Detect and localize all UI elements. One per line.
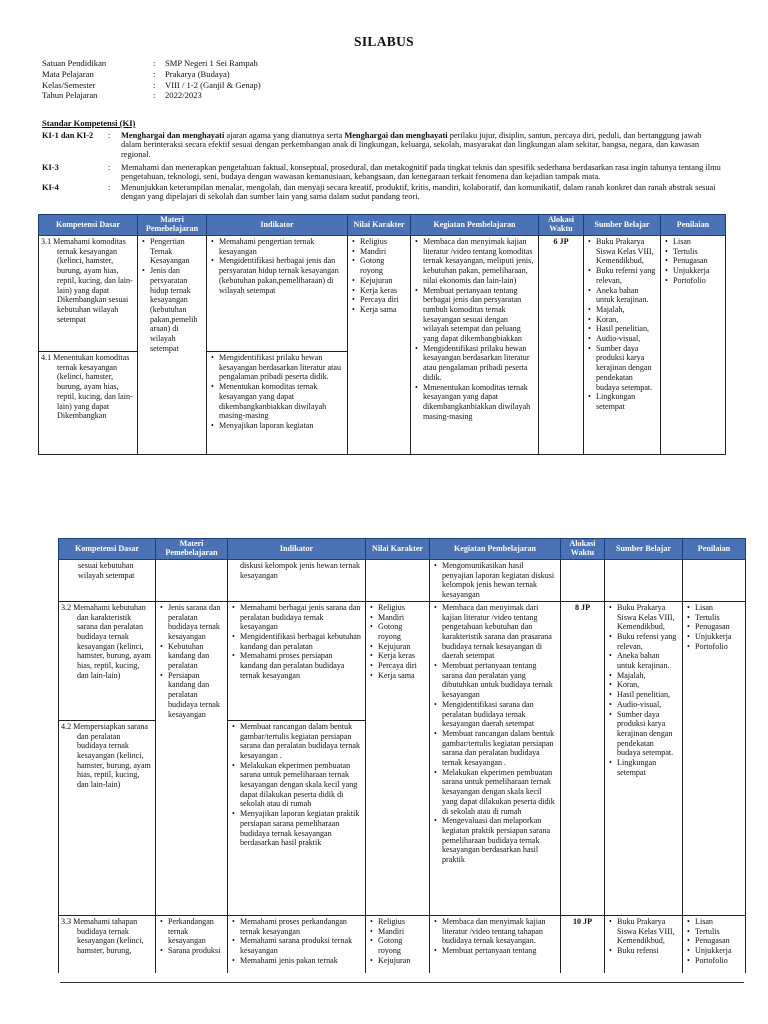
list-item: • Religius bbox=[369, 603, 426, 613]
list-item: • Gotong royong bbox=[369, 936, 426, 955]
ki-colon: : bbox=[108, 183, 111, 192]
header-penilaian: Penilaian bbox=[683, 539, 746, 560]
info-colon: : bbox=[153, 58, 156, 68]
list-item: • Koran, bbox=[608, 680, 679, 690]
ki-colon: : bbox=[108, 163, 111, 172]
kd-cell bbox=[59, 601, 156, 720]
penilaian-list bbox=[686, 917, 742, 966]
list-item: • Aneka bahan untuk kerajinan. bbox=[587, 286, 657, 305]
nilai-cell bbox=[366, 560, 430, 602]
info-row bbox=[42, 58, 261, 69]
penilaian-cell bbox=[683, 560, 746, 602]
list-item: • Buku Prakarya Siswa Kelas VIII, Kemendikbud, bbox=[608, 917, 679, 946]
list-item: • Buku refensi bbox=[608, 946, 679, 956]
ki-label: KI-4 bbox=[42, 183, 59, 192]
materi-list bbox=[141, 237, 203, 353]
list-item: • Majalah, bbox=[608, 671, 679, 681]
header-alokasi: Alokasi Waktu bbox=[539, 215, 584, 236]
penilaian-cell bbox=[683, 601, 746, 915]
list-item: • Membuat pertanyaan tentang sarana dan peralatan yang dibutuhkan untuk budidaya ternak kesayangan bbox=[433, 661, 557, 700]
header-penilaian: Penilaian bbox=[661, 215, 726, 236]
info-value: Prakarya (Budaya) bbox=[165, 68, 230, 79]
list-item: • Memahami pengertian ternak kesayangan bbox=[210, 237, 344, 256]
indikator-cell: diskusi kelompok jenis hewan ternak kesayangan bbox=[228, 560, 366, 602]
materi-cell bbox=[156, 601, 228, 915]
list-item: • Kerja sama bbox=[351, 305, 407, 315]
list-item: • Pengertian Ternak Kesayangan bbox=[141, 237, 203, 266]
list-item: • Kejujuran bbox=[351, 276, 407, 286]
info-label: Tahun Pelajaran bbox=[42, 90, 98, 101]
list-item: • Lisan bbox=[686, 603, 742, 613]
list-item: • Majalah, bbox=[587, 305, 657, 315]
table-header-row bbox=[59, 539, 746, 560]
list-item: • Membaca dan menyimak kajian literatur /video tentang komoditas ternak kesayangan, meliputi jenis, kebutuhan pakan, pemeliharaan, nilai ekonomis dan lain-lain) bbox=[414, 237, 535, 286]
info-row bbox=[42, 80, 261, 91]
kegiatan-cell bbox=[411, 236, 539, 455]
list-item: • Percaya diri bbox=[369, 661, 426, 671]
sumber-list bbox=[608, 603, 679, 778]
info-value: SMP Negeri 1 Sei Rampah bbox=[165, 58, 258, 68]
materi-cell bbox=[138, 236, 207, 455]
list-item: • Gotong royong bbox=[351, 256, 407, 275]
nilai-cell bbox=[348, 236, 411, 455]
list-item: • Mengidentifikasi berbagai jenis dan persyaratan hidup ternak kesayangan (kebutuhan pakan,pemeliharaan) di wilayah setempat bbox=[210, 256, 344, 295]
list-item: • Lingkungan setempat bbox=[608, 758, 679, 777]
list-item: • Mengidentifikasi prilaku hewan kesayangan berdasarkan literatur atau pengalaman pribadi peserta didik. bbox=[414, 344, 535, 383]
list-item: • Penugasan bbox=[664, 256, 722, 266]
info-colon: : bbox=[153, 68, 156, 79]
indikator-cell bbox=[207, 236, 348, 352]
list-item: • Menentukan komoditas ternak kesayangan yang dapat dikembangkanbiakkan diwilayah masing-masing bbox=[210, 382, 344, 421]
info-row bbox=[42, 69, 261, 80]
list-item: • Audio-visual, bbox=[608, 700, 679, 710]
alokasi-cell: 10 JP bbox=[561, 915, 605, 973]
nilai-cell bbox=[366, 915, 430, 973]
list-item: • Hasil penelitian, bbox=[587, 324, 657, 334]
list-item: • Membaca dan menyimak kajian literatur /video tentang tahapan budidaya ternak kesayangan. bbox=[433, 917, 557, 946]
list-item: • Mmenentukan komoditas ternak kesayangan yang dapat dikembangkanbiakkan diwilayah masing-masing bbox=[414, 383, 535, 422]
header-indikator: Indikator bbox=[228, 539, 366, 560]
indikator-list bbox=[231, 722, 362, 848]
header-nilai-karakter: Nilai Karakter bbox=[366, 539, 430, 560]
list-item: • Mandiri bbox=[351, 247, 407, 257]
list-item: • Sumber daya produksi karya kerajinan dengan pendekatan budaya setempat. bbox=[608, 710, 679, 759]
indikator-list bbox=[231, 603, 362, 681]
kegiatan-cell bbox=[430, 601, 561, 915]
list-item: • Mengidentifikasi berbagai kebutuhan kandang dan peralatan bbox=[231, 632, 362, 651]
info-colon: : bbox=[153, 79, 156, 90]
list-item: • Aneka bahan untuk kerajinan. bbox=[608, 651, 679, 670]
kegiatan-list bbox=[433, 917, 557, 956]
alokasi-cell: 6 JP bbox=[539, 236, 584, 455]
kd-cell: sesuai kebutuhan wilayah setempat bbox=[59, 560, 156, 602]
kd-text: 3.1 Memahami komoditas ternak kesayangan (kelinci, hamster, burung, ayam hias, reptil, kucing, dan lain-lain) yang dapat Dikembangkan sesuai kebutuhan wilayah setempat bbox=[41, 237, 133, 324]
list-item: • Sumber daya produksi karya kerajinan dengan pendekatan budaya setempat. bbox=[587, 344, 657, 393]
list-item: • Mandiri bbox=[369, 613, 426, 623]
kd-cell bbox=[59, 915, 156, 973]
header-indikator: Indikator bbox=[207, 215, 348, 236]
table-header-row bbox=[39, 215, 726, 236]
info-label: Kelas/Semester bbox=[42, 79, 96, 90]
list-item: • Unjukkerja bbox=[686, 632, 742, 642]
list-item: • Gotong royong bbox=[369, 622, 426, 641]
page-bottom-rule bbox=[60, 982, 744, 983]
kegiatan-cell bbox=[430, 560, 561, 602]
syllabus-table-1 bbox=[38, 214, 726, 455]
ki-text: Memahami dan menerapkan pengetahuan faktual, konseptual, prosedural, dan metakognitif pada tingkat teknis dan spesifik sederhana berdasarkan rasa ingin tahunya tentang ilmu pengetahuan, teknologi, seni, budaya dengan wawasan kemanusiaan, kebangsaan, dan kenegaraan terkait fenomena dan kejadian tampak mata. bbox=[121, 163, 721, 182]
kegiatan-list bbox=[433, 603, 557, 865]
kd-cell bbox=[59, 720, 156, 915]
sumber-cell bbox=[584, 236, 661, 455]
list-item: • Kerja keras bbox=[351, 286, 407, 296]
ki-3 bbox=[42, 163, 722, 182]
list-item: • Hasil penelitian, bbox=[608, 690, 679, 700]
ki-text-part: ajaran agama yang dianutnya serta bbox=[224, 131, 345, 140]
identity-block bbox=[42, 58, 261, 101]
list-item: • Mandiri bbox=[369, 927, 426, 937]
indikator-list bbox=[210, 353, 344, 431]
list-item: • Buku Prakarya Siswa Kelas VIII, Kemendikbud, bbox=[587, 237, 657, 266]
nilai-list bbox=[351, 237, 407, 315]
alokasi-cell bbox=[561, 560, 605, 602]
info-label: Mata Pelajaran bbox=[42, 68, 94, 79]
list-item: • Kerja keras bbox=[369, 651, 426, 661]
list-item: • Memahami berbagai jenis sarana dan peralatan budidaya ternak kesayangan bbox=[231, 603, 362, 632]
list-item: • Memahami sarana produksi ternak kesayangan bbox=[231, 936, 362, 955]
kd-text: 3.2 Memahami kebutuhan dan karakteristik sarana dan peralatan budidaya ternak kesayangan (kelinci, hamster, burung, ayam hias, reptil, kucing, dan lain-lain) bbox=[61, 602, 151, 680]
list-item: • Buku refensi yang relevan, bbox=[587, 266, 657, 285]
materi-list bbox=[159, 603, 224, 719]
indikator-cell bbox=[228, 915, 366, 973]
sumber-list bbox=[608, 917, 679, 956]
info-row bbox=[42, 90, 261, 101]
list-item: • Koran, bbox=[587, 315, 657, 325]
list-item: • Mengidentifikasi prilaku hewan kesayangan berdasarkan literatur atau pengalaman pribadi peserta didik. bbox=[210, 353, 344, 382]
ki-text bbox=[121, 131, 722, 159]
list-item: • Membuat rancangan dalam bentuk gambar/tertulis kegiatan persiapan sarana dan peralatan budidaya ternak kesayangan . bbox=[231, 722, 362, 761]
list-item: • Lisan bbox=[664, 237, 722, 247]
materi-cell bbox=[156, 560, 228, 602]
penilaian-list bbox=[686, 603, 742, 652]
kegiatan-list bbox=[414, 237, 535, 421]
list-item: • Memahami jenis pakan ternak bbox=[231, 956, 362, 966]
table-row bbox=[59, 915, 746, 973]
ki-label: KI-3 bbox=[42, 163, 59, 172]
indikator-cell bbox=[228, 720, 366, 915]
header-materi: Materi Pemebelajaran bbox=[156, 539, 228, 560]
nilai-list bbox=[369, 917, 426, 966]
ki-4 bbox=[42, 183, 722, 202]
header-materi: Materi Pemebelajaran bbox=[138, 215, 207, 236]
list-item: • Percaya diri bbox=[351, 295, 407, 305]
kd-cell bbox=[39, 236, 138, 352]
list-item: • Membuat rancangan dalam bentuk gambar/tertulis kegiatan persiapan sarana dan peralatan budidaya ternak kesayangan . bbox=[433, 729, 557, 768]
list-item: • Membuat pertanyaan tentang berbagai jenis dan persyaratan tumbuh komoditas ternak kesayangan sesuai dengan wilayah setempat dan peluang yang dapat dikembangbiakkan bbox=[414, 286, 535, 344]
nilai-list bbox=[369, 603, 426, 681]
list-item: • Unjukkerja bbox=[664, 266, 722, 276]
list-item: • Melakukan ekperimen pembuatan sarana untuk pemeliharaan ternak kesayangan dengan skala kecil yang dapat dilakukan peserta didik di sekolah atau di rumah bbox=[231, 761, 362, 810]
kegiatan-list bbox=[433, 561, 557, 600]
list-item: • Unjukkerja bbox=[686, 946, 742, 956]
header-nilai-karakter: Nilai Karakter bbox=[348, 215, 411, 236]
ki-text-part: perilaku jujur, disiplin, santun, percaya diri, peduli, dan bertanggung jawab dalam berinteraksi secara efektif sesuai dengan perkembangan anak di lingkungan, keluarga, sekolah, masyarakat dan lingkungan alam sekitar, bangsa, negara, dan kawasan regional. bbox=[121, 131, 702, 159]
list-item: • Buku refensi yang relevan, bbox=[608, 632, 679, 651]
materi-cell bbox=[156, 915, 228, 973]
penilaian-list bbox=[664, 237, 722, 286]
list-item: • Menyajikan laporan kegiatan bbox=[210, 421, 344, 431]
list-item: • Kejujuran bbox=[369, 642, 426, 652]
list-item: • Memahami proses persiapan kandang dan peralatan budidaya ternak kesayangan bbox=[231, 651, 362, 680]
page-title: SILABUS bbox=[354, 34, 414, 49]
header-kompetensi-dasar: Kompetensi Dasar bbox=[39, 215, 138, 236]
penilaian-cell bbox=[661, 236, 726, 455]
kd-text: 4.1 Menentukan komoditas ternak kesayangan (kelinci, hamster, burung, ayam hias, reptil, kucing, dan lain-lain) yang dapat Dikembangkan bbox=[41, 353, 133, 421]
list-item: • Tertulis bbox=[664, 247, 722, 257]
sumber-cell bbox=[605, 915, 683, 973]
ki-text: Menunjukkan keterampilan menalar, mengolah, dan menyaji secara kreatif, produktif, kritis, mandiri, kolaboratif, dan komunikatif, dalam ranah konkret dan ranah abstrak sesuai dengan yang dipelajari di sekolah dan sumber lain yang sama dalam sudut pandang teori. bbox=[121, 183, 716, 202]
ki-1-2 bbox=[42, 131, 722, 159]
list-item: • Membuat pertanyaan tentang bbox=[433, 946, 557, 956]
kegiatan-cell bbox=[430, 915, 561, 973]
list-item: • Penugasan bbox=[686, 622, 742, 632]
list-item: • Mengidentifikasi sarana dan peralatan budidaya ternak kesayangan daerah setempat bbox=[433, 700, 557, 729]
header-kegiatan: Kegiatan Pembelajaran bbox=[430, 539, 561, 560]
list-item: • Audio-visual, bbox=[587, 334, 657, 344]
indikator-cell bbox=[228, 601, 366, 720]
list-item: • Portofolio bbox=[686, 642, 742, 652]
ki-bold: Menghargai dan menghayati bbox=[344, 131, 448, 140]
list-item: • Mengevaluasi dan melaporkan kegiatan praktik persiapan sarana pemeliharaan budidaya ternak kesayangan berdasarkan hasil praktik bbox=[433, 816, 557, 865]
indikator-list bbox=[210, 237, 344, 295]
list-item: • Menyajikan laporan kegiatan praktik persiapan sarana pemeliharaan budidaya ternak kesayangan berdasarkan hasil praktik bbox=[231, 809, 362, 848]
list-item: • Tertulis bbox=[686, 927, 742, 937]
list-item: • Buku Prakarya Siswa Kelas VIII, Kemendikbud, bbox=[608, 603, 679, 632]
kd-cell bbox=[39, 352, 138, 455]
list-item: • Mengomunikasikan hasil penyajian laporan kegiatan diskusi kelompok jenis hewan ternak kesayangan bbox=[433, 561, 557, 600]
list-item: • Perkandangan ternak kesayangan bbox=[159, 917, 224, 946]
list-item: • Kebutuhan kandang dan peralatan bbox=[159, 642, 224, 671]
ki-bold: Menghargai dan menghayati bbox=[121, 131, 225, 140]
materi-list bbox=[159, 917, 224, 956]
list-item: • Lingkungan setempat bbox=[587, 392, 657, 411]
indikator-cell bbox=[207, 352, 348, 455]
info-value: 2022/2023 bbox=[165, 90, 202, 101]
sumber-cell bbox=[605, 560, 683, 602]
list-item: • Jenis sarana dan peralatan budidaya ternak kesayangan bbox=[159, 603, 224, 642]
indikator-list bbox=[231, 917, 362, 966]
ki-heading: Standar Kompetensi (KI) bbox=[42, 118, 136, 128]
header-kegiatan: Kegiatan Pembelajaran bbox=[411, 215, 539, 236]
list-item: • Religius bbox=[351, 237, 407, 247]
info-colon: : bbox=[153, 90, 156, 101]
header-alokasi: Alokasi Waktu bbox=[561, 539, 605, 560]
table-row bbox=[59, 601, 746, 720]
list-item: • Kerja sama bbox=[369, 671, 426, 681]
info-label: Satuan Pendidikan bbox=[42, 58, 107, 68]
penilaian-cell bbox=[683, 915, 746, 973]
ki-colon: : bbox=[108, 131, 111, 140]
list-item: • Religius bbox=[369, 917, 426, 927]
list-item: • Kejujuran bbox=[369, 956, 426, 966]
kd-text: 4.2 Mempersiapkan sarana dan peralatan budidaya ternak kesayangan (kelinci, hamster, burung, ayam hias, reptil, kucing, dan lain-lain) bbox=[61, 721, 151, 790]
header-sumber: Sumber Belajar bbox=[584, 215, 661, 236]
list-item: • Memahami proses perkandangan ternak kesayangan bbox=[231, 917, 362, 936]
kd-text: 3.3 Memahami tahapan budidaya ternak kesayangan (kelinci, hamster, burung, bbox=[61, 916, 144, 955]
list-item: • Sarana produksi bbox=[159, 946, 224, 956]
syllabus-table-2 bbox=[58, 538, 746, 973]
list-item: • Tertulis bbox=[686, 613, 742, 623]
list-item: • Persiapan kandang dan peralatan budidaya ternak kesayangan bbox=[159, 671, 224, 720]
list-item: • Penugasan bbox=[686, 936, 742, 946]
list-item: • Membaca dan menyimak dari kajian literatur /video tentang pengetahuan kebutuhan dan karakteristik sarana dan prasarana budidaya ternak kesayangan di daerah setempat bbox=[433, 603, 557, 661]
header-sumber: Sumber Belajar bbox=[605, 539, 683, 560]
list-item: • Portofolio bbox=[664, 276, 722, 286]
ki-label: KI-1 dan KI-2 bbox=[42, 131, 94, 140]
list-item: • Portofolio bbox=[686, 956, 742, 966]
table-row bbox=[39, 236, 726, 352]
list-item: • Melakukan ekperimen pembuatan sarana untuk pemeliharaan ternak kesayangan dengan skala kecil yang dapat dilakukan peserta didik di sekolah atau di rumah bbox=[433, 768, 557, 817]
list-item: • Jenis dan persyaratan hidup ternak kesayangan (kebutuhan pakan,pemelih araan) di wilayah setempat bbox=[141, 266, 203, 353]
header-kompetensi-dasar: Kompetensi Dasar bbox=[59, 539, 156, 560]
nilai-cell bbox=[366, 601, 430, 915]
table-row bbox=[59, 560, 746, 602]
list-item: • Lisan bbox=[686, 917, 742, 927]
sumber-list bbox=[587, 237, 657, 412]
sumber-cell bbox=[605, 601, 683, 915]
alokasi-cell: 8 JP bbox=[561, 601, 605, 915]
info-value: VIII / 1-2 (Ganjil & Genap) bbox=[165, 79, 261, 90]
